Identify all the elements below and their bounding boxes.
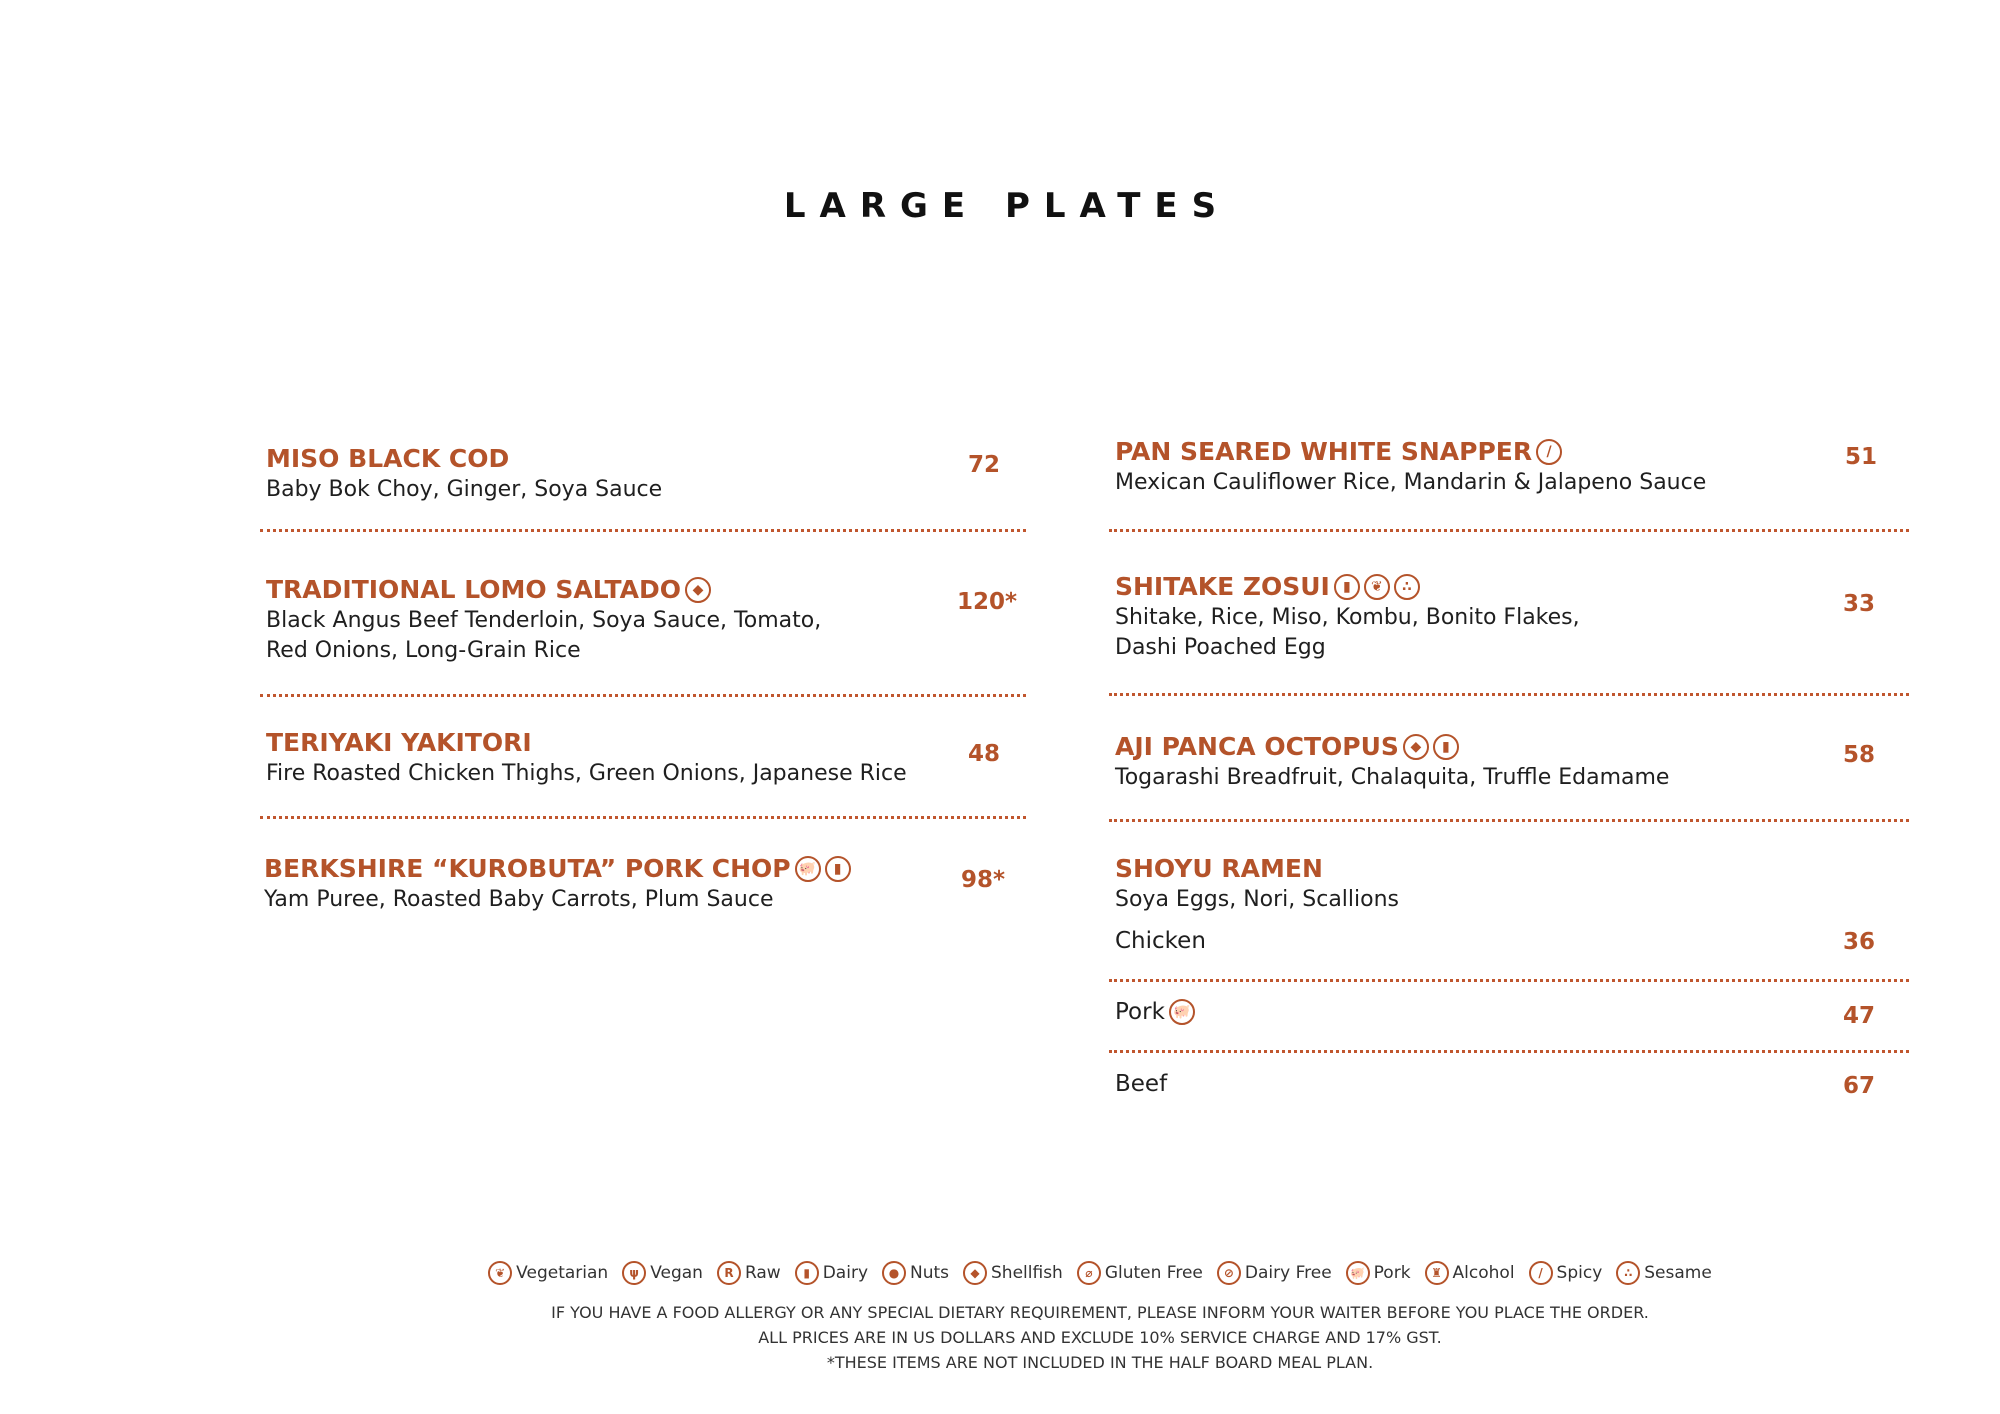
item-description: Togarashi Breadfruit, Chalaquita, Truffle Edamame [1115, 765, 1670, 790]
item-description: Shitake, Rice, Miso, Kombu, Bonito Flakes, [1115, 605, 1580, 630]
dotted-divider [260, 694, 1026, 697]
item-description: Fire Roasted Chicken Thighs, Green Onions, Japanese Rice [266, 761, 907, 786]
shellfish-icon: ◆ [685, 577, 711, 603]
item-description: Yam Puree, Roasted Baby Carrots, Plum Sauce [264, 887, 774, 912]
spicy-icon: / [1536, 439, 1562, 465]
legend-item: ❦ Vegetarian [488, 1261, 608, 1285]
item-description: Mexican Cauliflower Rice, Mandarin & Jalapeno Sauce [1115, 470, 1707, 495]
raw-icon: R [717, 1261, 741, 1285]
legend-item: ⊘ Dairy Free [1217, 1261, 1332, 1285]
ramen-variant-beef [1115, 1071, 1167, 1097]
spicy-icon: / [1529, 1261, 1553, 1285]
pork-icon: 🐖 [1169, 999, 1195, 1025]
menu-item-shitake-zosui [1115, 571, 1580, 663]
sesame-icon: ∴ [1394, 574, 1420, 600]
menu-item-miso-black-cod [266, 443, 662, 505]
vegan-icon: ψ [622, 1261, 646, 1285]
legend-item: ● Nuts [882, 1261, 949, 1285]
dotted-divider [1109, 1050, 1909, 1053]
menu-item-white-snapper [1115, 436, 1706, 498]
page-title: LARGE PLATES [783, 186, 1231, 226]
legend-item: / Spicy [1529, 1261, 1603, 1285]
variant-price: 47 [1843, 1003, 1876, 1029]
item-price: 33 [1843, 591, 1876, 617]
legend-item: ∴ Sesame [1616, 1261, 1712, 1285]
vegetarian-icon: ❦ [488, 1261, 512, 1285]
pork-icon: 🐖 [1346, 1261, 1370, 1285]
item-price: 58 [1843, 742, 1876, 768]
dotted-divider [1109, 529, 1909, 532]
legend-item: R Raw [717, 1261, 781, 1285]
variant-label: Pork [1115, 999, 1165, 1025]
dotted-divider [260, 816, 1026, 819]
dotted-divider [1109, 979, 1909, 982]
item-name: AJI PANCA OCTOPUS [1115, 732, 1399, 761]
item-description: Baby Bok Choy, Ginger, Soya Sauce [266, 477, 663, 502]
dotted-divider [260, 529, 1026, 532]
legend-item: 🐖 Pork [1346, 1261, 1411, 1285]
item-price: 120* [957, 589, 1018, 615]
variant-label: Beef [1115, 1071, 1168, 1097]
item-name: BERKSHIRE “KUROBUTA” PORK CHOP [264, 854, 791, 883]
vegetarian-icon: ❦ [1364, 574, 1390, 600]
nuts-icon: ● [882, 1261, 906, 1285]
item-name: MISO BLACK COD [266, 444, 510, 473]
item-description: Dashi Poached Egg [1115, 635, 1326, 660]
dairy-icon: ▮ [795, 1261, 819, 1285]
pork-icon: 🐖 [795, 856, 821, 882]
item-name: SHOYU RAMEN [1115, 854, 1323, 883]
item-description: Soya Eggs, Nori, Scallions [1115, 887, 1400, 912]
dotted-divider [1109, 693, 1909, 696]
dietary-legend [0, 1261, 2000, 1285]
menu-item-aji-panca-octopus [1115, 731, 1669, 793]
item-name: TRADITIONAL LOMO SALTADO [266, 575, 681, 604]
item-price: 98* [961, 867, 1006, 893]
footer-notes [0, 1300, 2000, 1375]
alcohol-icon: ♜ [1425, 1261, 1449, 1285]
shellfish-icon: ◆ [1403, 734, 1429, 760]
menu-item-lomo-saltado [266, 574, 821, 666]
legend-item: ψ Vegan [622, 1261, 703, 1285]
ramen-variant-pork [1115, 999, 1195, 1025]
legend-item: ▮ Dairy [795, 1261, 868, 1285]
legend-item: ◆ Shellfish [963, 1261, 1063, 1285]
item-description: Black Angus Beef Tenderloin, Soya Sauce, Tomato, [266, 608, 822, 633]
allergy-note: IF YOU HAVE A FOOD ALLERGY OR ANY SPECIAL DIETARY REQUIREMENT, PLEASE INFORM YOUR WAITER BEFORE YOU PLACE THE ORDER. [551, 1303, 1649, 1322]
sesame-icon: ∴ [1616, 1261, 1640, 1285]
menu-item-pork-chop [264, 853, 851, 915]
meal-plan-note: *THESE ITEMS ARE NOT INCLUDED IN THE HALF BOARD MEAL PLAN. [826, 1353, 1374, 1372]
variant-price: 67 [1843, 1073, 1876, 1099]
item-name: SHITAKE ZOSUI [1115, 572, 1330, 601]
dairy-icon: ▮ [1334, 574, 1360, 600]
dotted-divider [1109, 819, 1909, 822]
item-description: Red Onions, Long-Grain Rice [266, 638, 581, 663]
dairy-icon: ▮ [825, 856, 851, 882]
item-price: 51 [1845, 444, 1878, 470]
dairy-free-icon: ⊘ [1217, 1261, 1241, 1285]
ramen-variant-chicken [1115, 928, 1206, 954]
shellfish-icon: ◆ [963, 1261, 987, 1285]
pricing-note: ALL PRICES ARE IN US DOLLARS AND EXCLUDE 10% SERVICE CHARGE AND 17% GST. [758, 1328, 1442, 1347]
item-name: PAN SEARED WHITE SNAPPER [1115, 437, 1533, 466]
dairy-icon: ▮ [1433, 734, 1459, 760]
item-price: 48 [968, 741, 1001, 767]
gluten-free-icon: ⌀ [1077, 1261, 1101, 1285]
item-name: TERIYAKI YAKITORI [266, 728, 532, 757]
menu-item-teriyaki-yakitori [266, 727, 907, 789]
item-price: 72 [968, 452, 1001, 478]
legend-item: ♜ Alcohol [1425, 1261, 1515, 1285]
variant-price: 36 [1843, 929, 1876, 955]
menu-item-shoyu-ramen [1115, 853, 1399, 915]
legend-item: ⌀ Gluten Free [1077, 1261, 1203, 1285]
variant-label: Chicken [1115, 928, 1206, 954]
